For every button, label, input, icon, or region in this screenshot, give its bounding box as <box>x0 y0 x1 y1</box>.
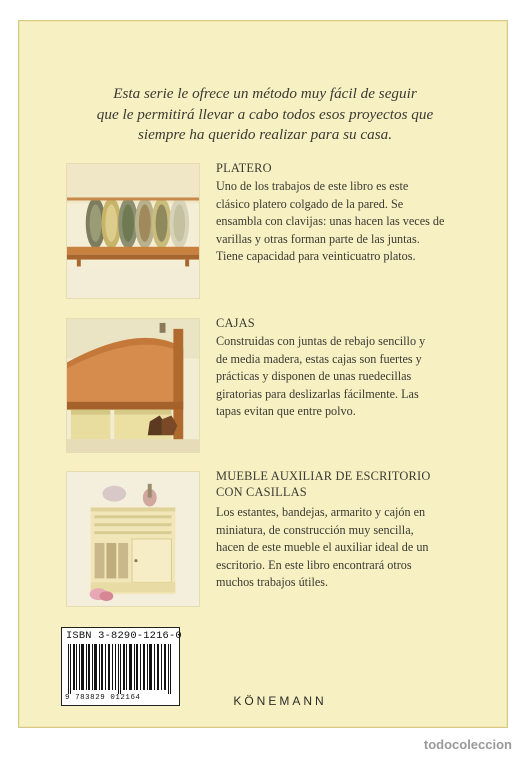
isbn-text: ISBN 3-8290-1216-0 <box>66 630 182 642</box>
barcode-label <box>61 627 180 706</box>
plate-rack-photo <box>66 163 200 299</box>
watermark: todocoleccion <box>423 737 512 752</box>
plate-rack-title: PLATERO <box>216 161 272 175</box>
title-line: MUEBLE AUXILIAR DE ESCRITORIO <box>216 469 431 483</box>
description-line: escritorio. En este libro encontrará otros <box>216 557 412 572</box>
plate-rack-description <box>216 178 480 266</box>
description-line: Los estantes, bandejas, armarito y cajón en <box>216 505 426 519</box>
barcode-icon <box>68 644 173 694</box>
description-line: prácticas y disponen de unas ruedecillas <box>216 369 412 384</box>
desk-organizer-description <box>216 504 480 592</box>
description-line: hacen de este mueble el auxiliar ideal de un <box>216 540 429 555</box>
boxes-description <box>216 333 480 421</box>
description-line: miniatura, de construcción muy sencilla, <box>216 522 414 537</box>
description-line: giratorias para deslizarlas fácilmente. Las <box>216 386 419 401</box>
description-line: Tiene capacidad para veinticuatro platos. <box>216 249 416 264</box>
description-line: de media madera, estas cajas son fuertes y <box>216 351 422 366</box>
description-line: varillas y otras forman parte de las juntas. <box>216 231 420 246</box>
description-line: Uno de los trabajos de este libro es este <box>216 179 409 193</box>
description-line: ensambla con clavijas: unas hacen las veces de <box>216 214 445 229</box>
intro-line: siempre ha querido realizar para su casa. <box>137 126 393 143</box>
description-line: tapas evitan que entre polvo. <box>216 404 356 419</box>
desk-organizer-photo <box>66 471 200 607</box>
description-line: Construidas con juntas de rebajo sencillo y <box>216 334 426 348</box>
ean-number: 9 783829 012164 <box>65 694 141 702</box>
publisher-logo: KÖNEMANN <box>233 694 327 708</box>
boxes-title: CAJAS <box>216 316 255 330</box>
description-line: muchos trabajos útiles. <box>216 575 329 590</box>
desk-organizer-title <box>216 468 431 500</box>
intro-line: que le permitirá llevar a cabo todos esos proyectos que <box>96 105 434 123</box>
intro-line: Esta serie le ofrece un método muy fácil de seguir <box>113 85 417 102</box>
storage-boxes-photo <box>66 318 200 453</box>
intro-text <box>70 84 460 146</box>
title-line: CON CASILLAS <box>216 485 307 499</box>
description-line: clásico platero colgado de la pared. Se <box>216 196 404 211</box>
